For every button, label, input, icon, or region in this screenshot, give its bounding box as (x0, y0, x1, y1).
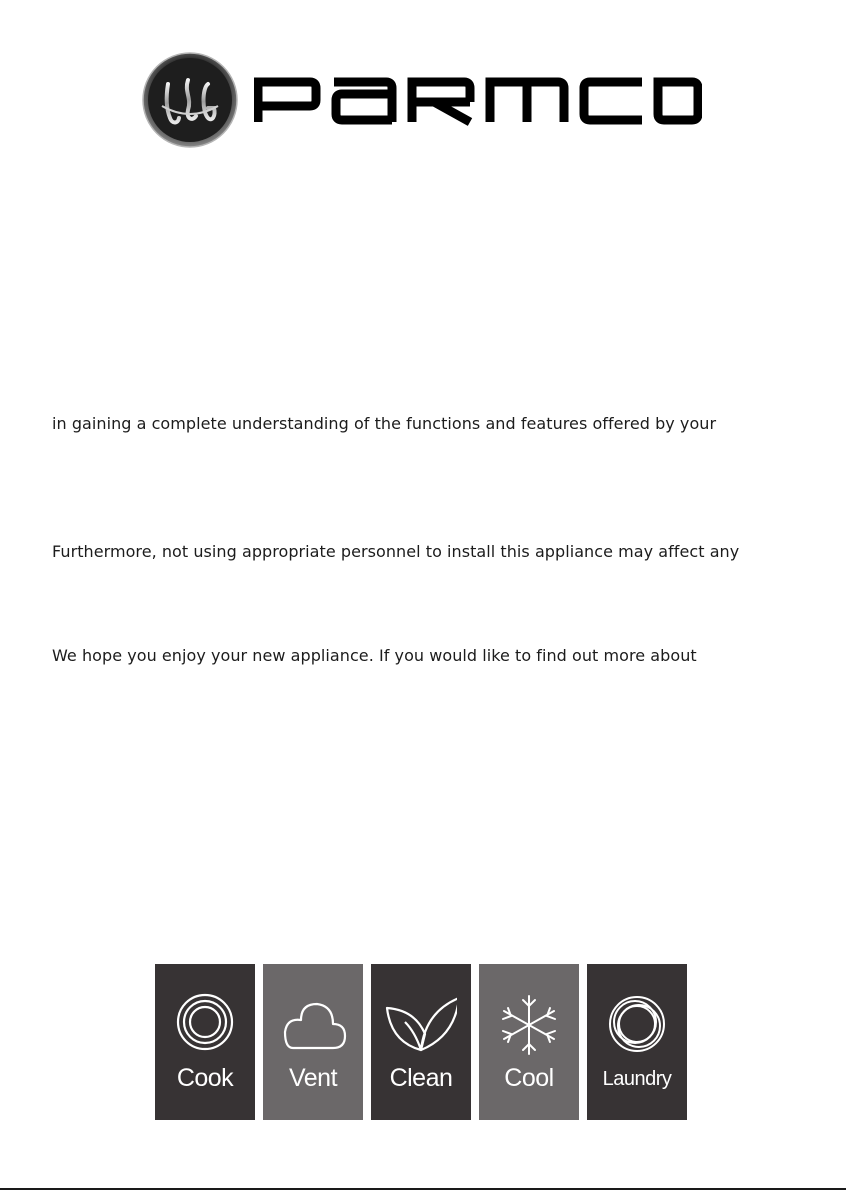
cloud-icon (277, 992, 349, 1064)
laundry-rings-icon (601, 992, 673, 1064)
category-tile-cool (479, 964, 579, 1120)
snowflake-icon (493, 992, 565, 1064)
category-label: Vent (288, 1064, 338, 1092)
category-label: Cool (504, 1064, 554, 1092)
category-label: Clean (389, 1064, 453, 1092)
page-bottom-rule (0, 1188, 846, 1190)
category-tile-vent (263, 964, 363, 1120)
category-label: Cook (176, 1064, 234, 1092)
brand-logo (142, 52, 702, 148)
brand-emblem-icon (142, 52, 238, 148)
category-tile-clean (371, 964, 471, 1120)
category-tile-laundry (587, 964, 687, 1120)
hob-rings-icon (169, 992, 241, 1064)
leaf-icon (385, 992, 457, 1064)
brand-wordmark (254, 74, 702, 126)
category-label: Laundry (602, 1068, 672, 1090)
installation-warning-paragraph: Furthermore, not using appropriate personnel to install this appliance may affect any (52, 542, 740, 561)
closing-paragraph: We hope you enjoy your new appliance. If you would like to find out more about (52, 646, 697, 665)
category-tiles (155, 964, 687, 1120)
intro-paragraph: in gaining a complete understanding of the functions and features offered by your (52, 414, 717, 433)
category-tile-cook (155, 964, 255, 1120)
